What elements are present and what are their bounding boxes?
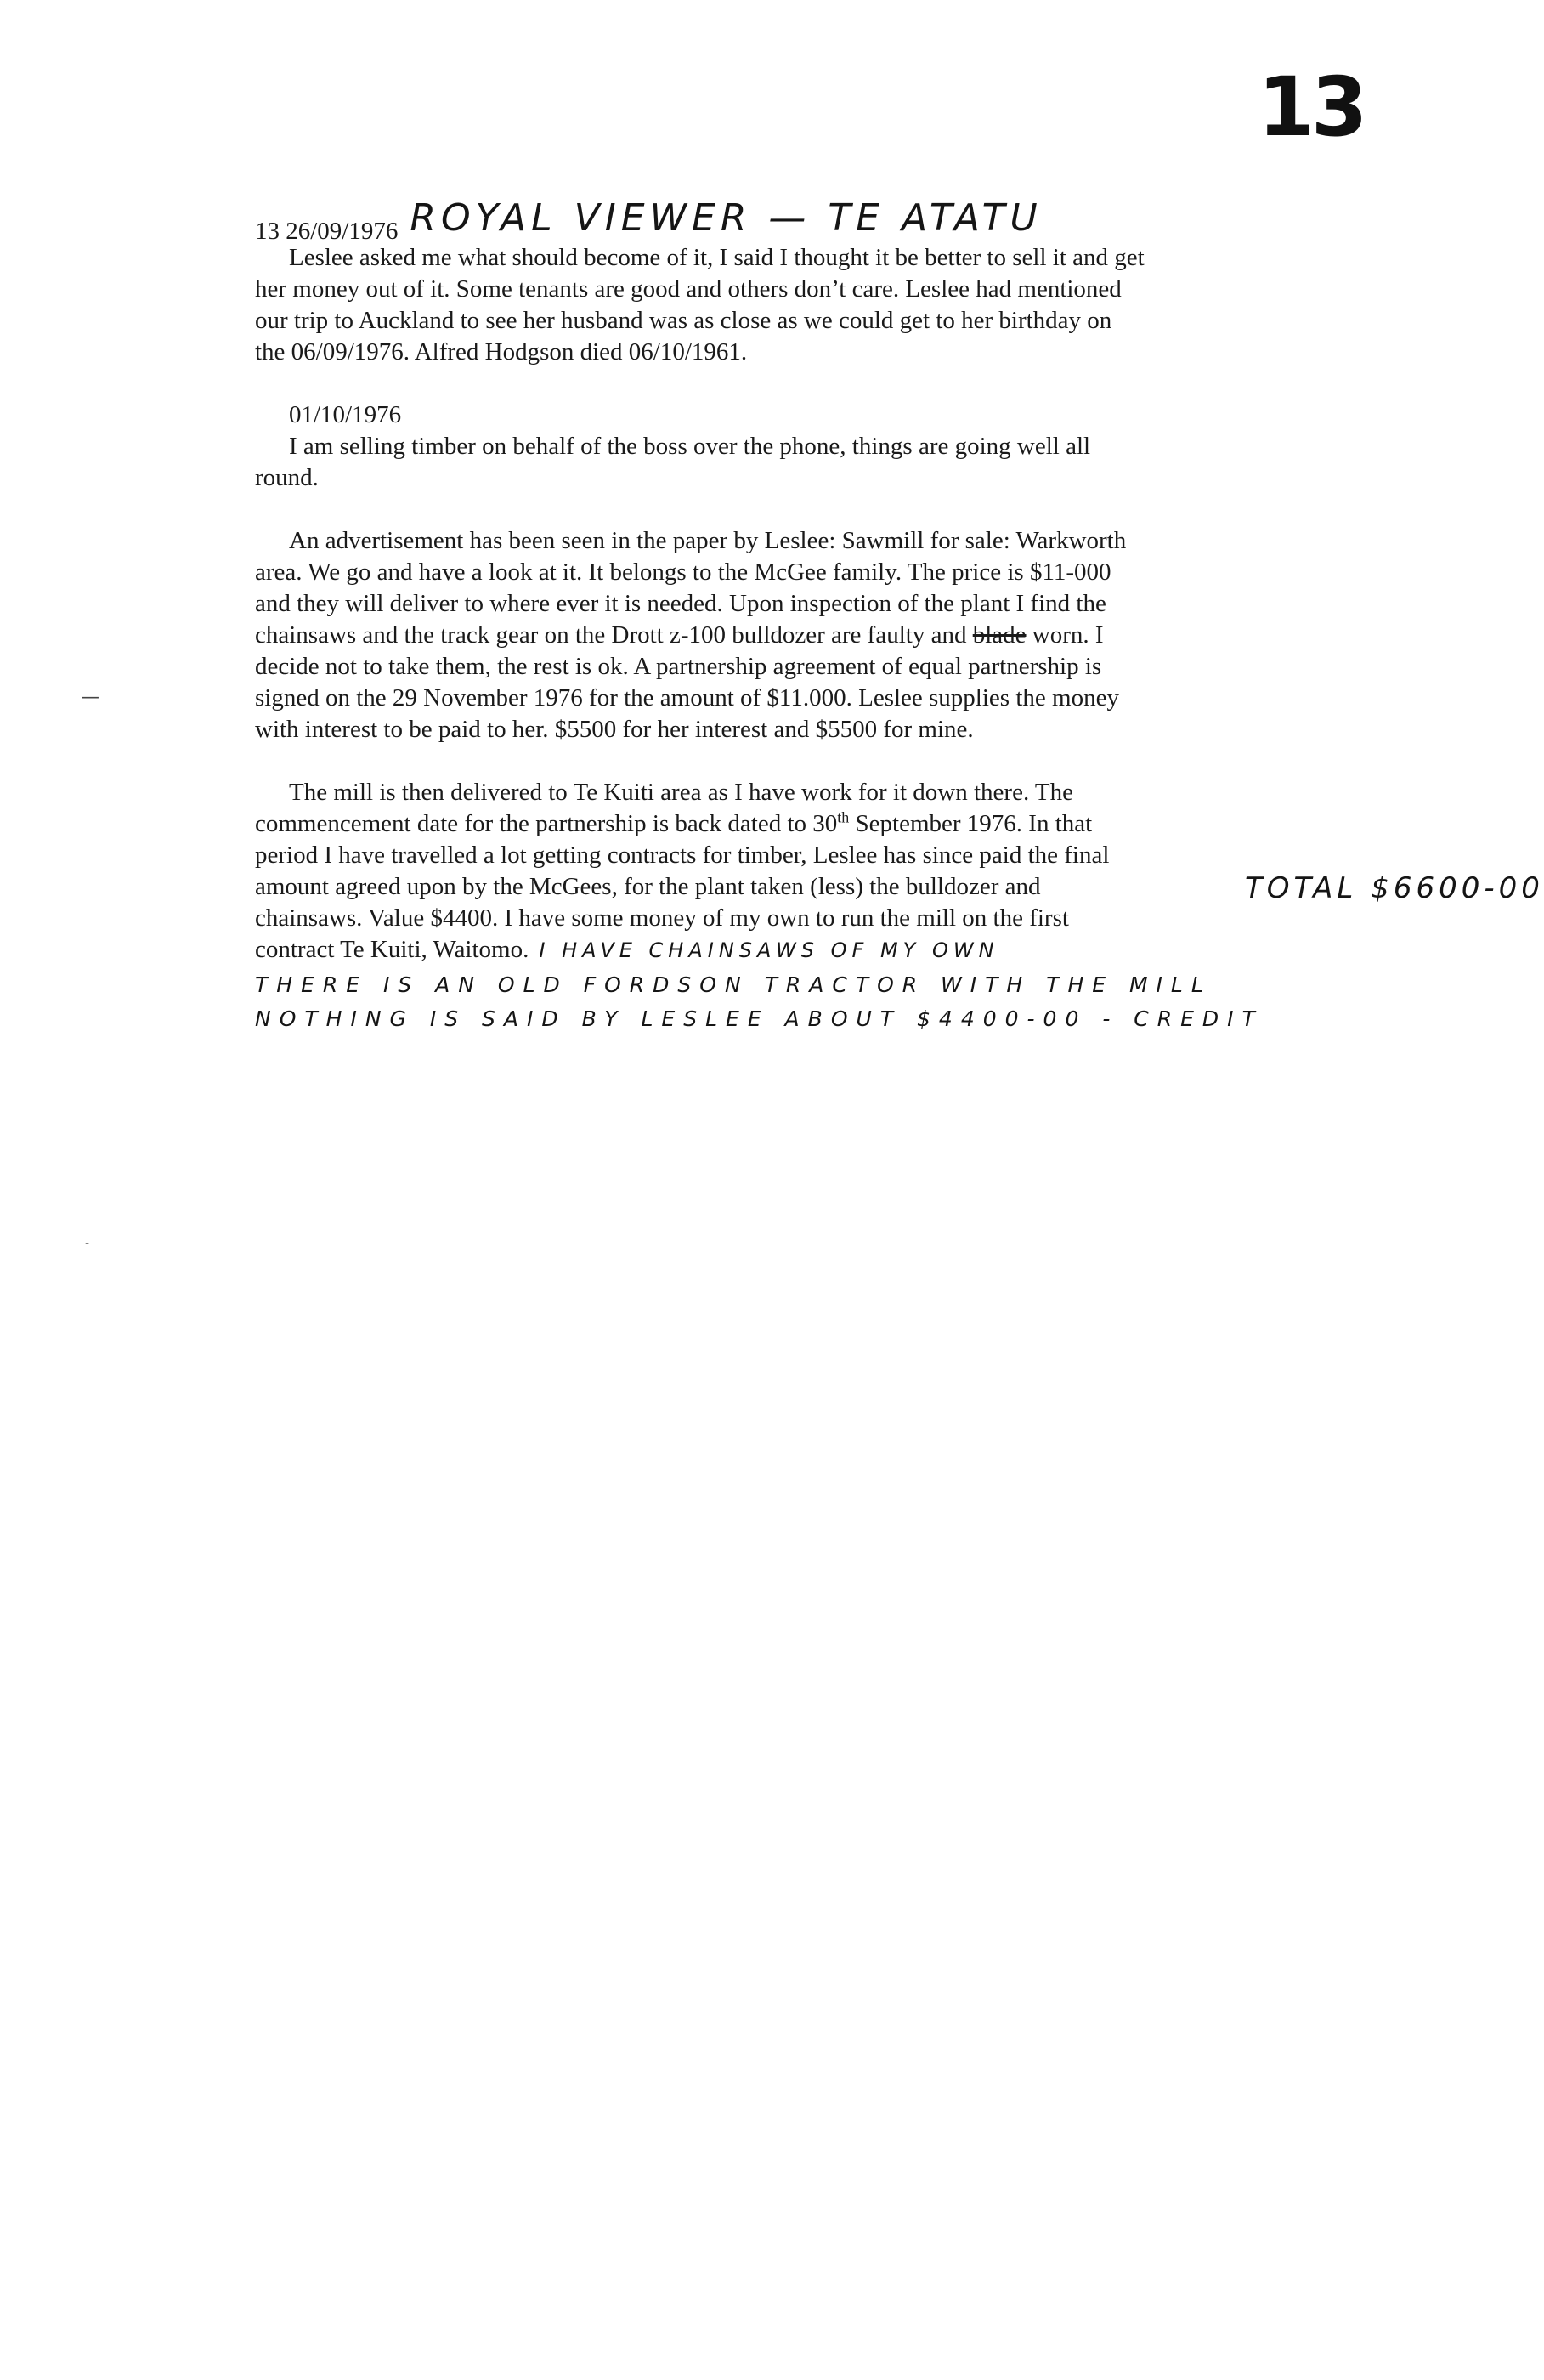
text-segment: amount agreed upon by the McGees, for the plant taken (less) the bulldozer and [255, 873, 1041, 900]
entry-date: 01/10/1976 [289, 401, 402, 428]
struck-word: blade [972, 621, 1027, 649]
paragraph-line: our trip to Auckland to see her husband was as close as we could get to her birthday on [255, 307, 1112, 334]
text-segment: worn. I [1032, 621, 1104, 649]
paragraph-line: with interest to be paid to her. $5500 for her interest and $5500 for mine. [255, 716, 974, 743]
paragraph-line: The mill is then delivered to Te Kuiti area as I have work for it down there. The [289, 779, 1074, 806]
paragraph-line: area. We go and have a look at it. It belongs to the McGee family. The price is $11-000 [255, 558, 1111, 586]
paragraph-line: period I have travelled a lot getting contracts for timber, Leslee has since paid the final [255, 842, 1110, 869]
margin-mark: — [81, 687, 99, 708]
paragraph-line [255, 934, 1275, 966]
paragraph-line [255, 871, 1544, 905]
paragraph-line: her money out of it. Some tenants are good and others don’t care. Leslee had mentioned [255, 275, 1122, 303]
handwritten-note: NOTHING IS SAID BY LESLEE ABOUT $4400-00 - CREDIT [255, 1006, 1264, 1031]
paragraph-line: An advertisement has been seen in the paper by Leslee: Sawmill for sale: Warkworth [289, 527, 1127, 554]
handwritten-total: TOTAL $6600-00 [1245, 871, 1544, 905]
text-segment: contract Te Kuiti, Waitomo. [255, 936, 529, 963]
text-segment: commencement date for the partnership is back dated to 30 [255, 810, 838, 837]
paragraph-line [255, 620, 1275, 651]
superscript: th [837, 808, 850, 826]
paragraph-line: signed on the 29 November 1976 for the amount of $11.000. Leslee supplies the money [255, 684, 1119, 711]
handwritten-title: ROYAL VIEWER — TE ATATU [410, 196, 1043, 240]
paragraph-line: and they will deliver to where ever it is needed. Upon inspection of the plant I find the [255, 590, 1106, 617]
handwritten-note: I HAVE CHAINSAWS OF MY OWN [539, 938, 999, 962]
paragraph-line: Leslee asked me what should become of it, I said I thought it be better to sell it and get [289, 244, 1145, 271]
text-segment: September 1976. In that [849, 810, 1093, 837]
margin-mark: - [85, 1237, 90, 1250]
handwritten-note: THERE IS AN OLD FORDSON TRACTOR WITH THE MILL [255, 972, 1212, 997]
document-body [255, 196, 1544, 1036]
paragraph-line [255, 808, 1275, 840]
paragraph-line: the 06/09/1976. Alfred Hodgson died 06/10/1961. [255, 338, 748, 366]
paragraph-line: decide not to take them, the rest is ok. A partnership agreement of equal partnership is [255, 653, 1102, 680]
text-segment: chainsaws and the track gear on the Drott z-100 bulldozer are faulty and [255, 621, 967, 649]
paragraph-line: round. [255, 464, 319, 491]
paragraph-line: chainsaws. Value $4400. I have some money of my own to run the mill on the first [255, 904, 1069, 932]
paragraph-line: I am selling timber on behalf of the boss over the phone, things are going well all [289, 433, 1091, 460]
page-number: 13 [1258, 60, 1365, 155]
entry-date: 13 26/09/1976 [255, 218, 399, 245]
